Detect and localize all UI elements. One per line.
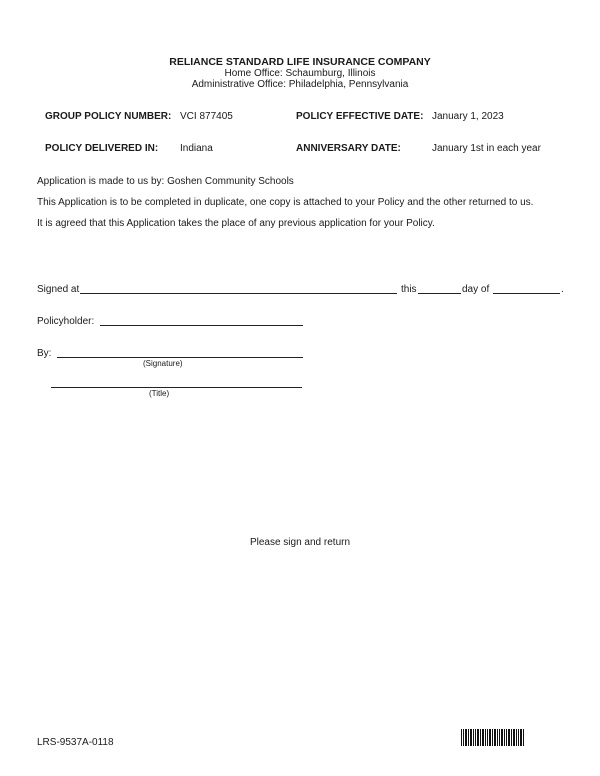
applicant-statement: Application is made to us by: Goshen Community Schools <box>37 176 294 187</box>
home-office: Home Office: Schaumburg, Illinois <box>224 68 376 79</box>
policy-delivered-in-label: POLICY DELIVERED IN: <box>45 143 159 154</box>
period: . <box>561 284 564 295</box>
form-number: LRS-9537A-0118 <box>37 737 114 748</box>
agreement-statement: It is agreed that this Application takes the place of any previous application for your Policy. <box>37 218 435 229</box>
administrative-office: Administrative Office: Philadelphia, Pennsylvania <box>191 79 409 90</box>
policyholder-label: Policyholder: <box>37 316 95 327</box>
anniversary-date-label: ANNIVERSARY DATE: <box>296 143 401 154</box>
barcode-icon <box>461 729 525 746</box>
sign-and-return-instruction: Please sign and return <box>249 537 351 548</box>
signature-field[interactable] <box>57 357 303 358</box>
company-name: RELIANCE STANDARD LIFE INSURANCE COMPANY <box>169 56 431 68</box>
title-caption: (Title) <box>149 389 170 398</box>
policy-delivered-in-value: Indiana <box>180 143 213 154</box>
by-label: By: <box>37 348 52 359</box>
anniversary-date-value: January 1st in each year <box>432 143 541 154</box>
group-policy-number-label: GROUP POLICY NUMBER: <box>45 111 172 122</box>
this-label: this <box>401 284 417 295</box>
signature-caption: (Signature) <box>143 359 183 368</box>
policy-effective-date-label: POLICY EFFECTIVE DATE: <box>296 111 424 122</box>
day-field[interactable] <box>418 293 461 294</box>
signed-at-label: Signed at <box>37 284 80 295</box>
group-policy-number-value: VCI 877405 <box>180 111 233 122</box>
title-field[interactable] <box>51 387 302 388</box>
day-of-label: day of <box>462 284 490 295</box>
policy-effective-date-value: January 1, 2023 <box>432 111 504 122</box>
duplicate-statement: This Application is to be completed in duplicate, one copy is attached to your Policy and the other returned to us. <box>37 197 534 208</box>
signed-at-field[interactable] <box>80 293 397 294</box>
policyholder-field[interactable] <box>100 325 303 326</box>
month-year-field[interactable] <box>493 293 560 294</box>
